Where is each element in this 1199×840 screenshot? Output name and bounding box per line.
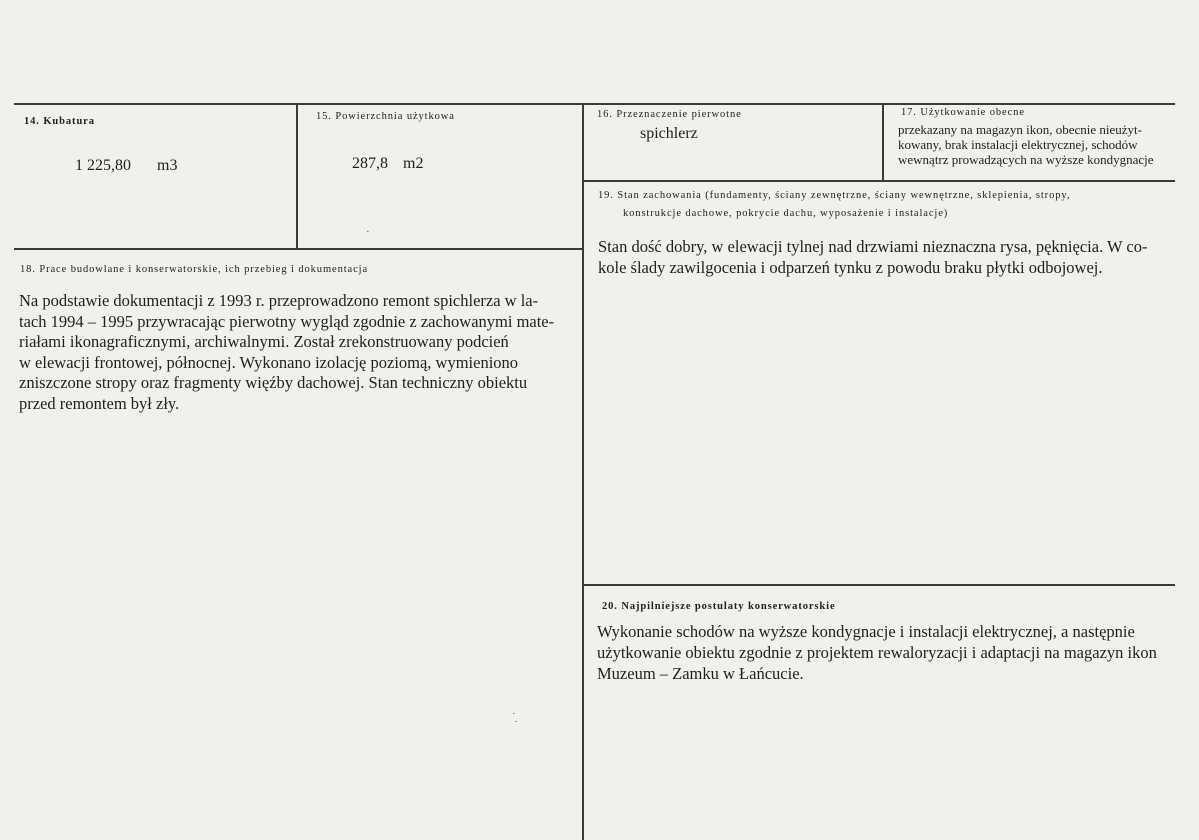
field-15-value: 287,8 <box>352 155 388 172</box>
divider-f20 <box>583 584 1175 586</box>
field-18-label: 18. Prace budowlane i konserwatorskie, ich przebieg i dokumentacja <box>20 264 369 275</box>
field-20-line: Muzeum – Zamku w Łańcucie. <box>597 664 804 683</box>
field-20-text <box>597 621 1182 684</box>
field-19-line: kole ślady zawilgocenia i odparzeń tynku z powodu braku płytki odbojowej. <box>598 258 1103 277</box>
field-17-value <box>898 122 1178 167</box>
field-20-line: użytkowanie obiektu zgodnie z projektem rewaloryzacji i adaptacji na magazyn ikon <box>597 643 1157 662</box>
field-17-line: wewnątrz prowadzących na wyższe kondygnacje <box>898 152 1154 167</box>
field-18-text <box>19 291 583 414</box>
divider-v-16-17 <box>882 103 884 180</box>
field-19-label-line2: konstrukcje dachowe, pokrycie dachu, wyposażenie i instalacje) <box>623 208 949 219</box>
field-18-line: przed remontem był zły. <box>19 393 180 413</box>
field-20-label: 20. Najpilniejsze postulaty konserwatorskie <box>602 601 836 612</box>
scan-speck: · <box>512 708 516 720</box>
field-15-unit: m2 <box>403 155 424 172</box>
field-18-line: riałami ikonagraficznymi, archiwalnymi. Został zrekonstruowany podcień <box>19 332 509 351</box>
scan-speck: · <box>514 716 518 728</box>
field-18-line: tach 1994 – 1995 przywracając pierwotny wygląd zgodnie z zachowanymi mate- <box>19 311 555 331</box>
field-19-text <box>598 236 1188 278</box>
field-16-label: 16. Przeznaczenie pierwotne <box>597 109 742 120</box>
field-19-label-line1: 19. Stan zachowania (fundamenty, ściany zewnętrzne, ściany wewnętrzne, sklepienia, stropy, <box>598 190 1071 201</box>
field-18-line: w elewacji frontowej, północnej. Wykonano izolację poziomą, wymieniono <box>19 352 519 372</box>
field-20-line: Wykonanie schodów na wyższe kondygnacje i instalacji elektrycznej, a następnie <box>597 622 1135 641</box>
field-14-unit: m3 <box>157 157 178 174</box>
field-18-line: Na podstawie dokumentacji z 1993 r. przeprowadzono remont spichlerza w la- <box>19 291 539 310</box>
field-14-label: 14. Kubatura <box>24 116 95 127</box>
field-19-line: Stan dość dobry, w elewacji tylnej nad drzwiami nieznaczna rysa, pęknięcia. W co- <box>598 237 1148 256</box>
field-16-value: spichlerz <box>640 125 698 142</box>
divider-v-14-15 <box>296 103 298 248</box>
scan-speck: · <box>366 226 370 238</box>
field-15-label: 15. Powierzchnia użytkowa <box>316 111 455 122</box>
field-18-line: zniszczone stropy oraz fragmenty więźby dachowej. Stan techniczny obiektu <box>19 373 528 392</box>
divider-row1-right <box>583 180 1175 182</box>
divider-row1-left <box>14 248 583 250</box>
field-17-line: przekazany na magazyn ikon, obecnie nieużyt- <box>898 122 1142 137</box>
field-17-label: 17. Użytkowanie obecne <box>901 107 1025 118</box>
field-14-value: 1 225,80 <box>75 157 131 174</box>
field-17-line: kowany, brak instalacji elektrycznej, schodów <box>898 137 1138 152</box>
divider-v-center <box>582 103 584 840</box>
divider-top <box>14 103 1175 105</box>
